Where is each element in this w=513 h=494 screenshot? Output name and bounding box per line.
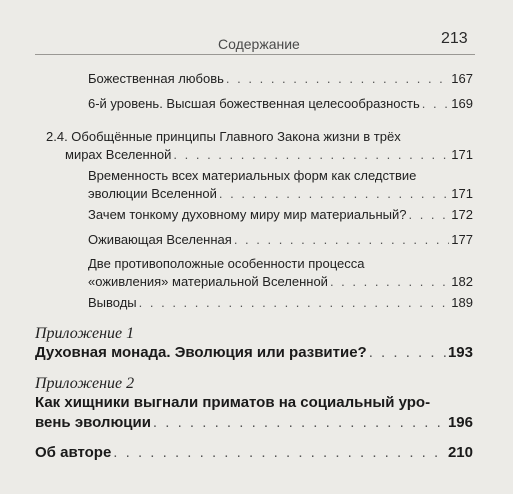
toc-entry-title: Оживающая Вселенная — [88, 232, 232, 247]
appendix-label: Приложение 2 — [35, 375, 135, 392]
toc-entry-title: Об авторе — [35, 444, 112, 461]
toc-entry-page: 172 — [451, 207, 473, 222]
dot-leader — [328, 273, 449, 291]
header-rule — [35, 54, 475, 55]
toc-entry — [88, 70, 473, 88]
toc-entry-title-line2: мирах Вселенной — [65, 147, 172, 162]
toc-entry-title: Выводы — [88, 295, 137, 310]
toc-entry-title-line1: Временность всех материальных форм как следствие — [88, 168, 417, 183]
toc-entry — [88, 206, 473, 224]
toc-entry-page: 193 — [447, 344, 473, 361]
dot-leader — [137, 294, 450, 312]
toc-entry — [88, 231, 473, 249]
toc-entry-title-line2: вень эволюции — [35, 414, 151, 431]
toc-entry — [88, 167, 473, 203]
running-header-title: Содержание — [218, 36, 300, 52]
dot-leader — [217, 185, 449, 203]
dot-leader — [420, 95, 450, 113]
toc-entry-title-line1: Две противоположные особенности процесса — [88, 256, 365, 271]
toc-entry-title: 6-й уровень. Высшая божественная целесообразность — [88, 96, 420, 111]
toc-entry-page: 189 — [451, 295, 473, 310]
toc-entry-page: 167 — [451, 71, 473, 86]
toc-entry-title-line1: Как хищники выгнали приматов на социальный уро- — [35, 394, 431, 411]
toc-entry-page: 177 — [451, 232, 473, 247]
toc-about-entry — [35, 443, 473, 463]
toc-entry-page: 171 — [451, 186, 473, 201]
dot-leader — [111, 443, 446, 463]
toc-entry-title-line2: «оживления» материальной Вселенной — [88, 274, 328, 289]
dot-leader — [367, 343, 446, 363]
toc-section-entry — [46, 128, 473, 164]
toc-entry-title: Божественная любовь — [88, 71, 224, 86]
appendix-label: Приложение 1 — [35, 325, 135, 342]
toc-entry — [88, 294, 473, 312]
dot-leader — [406, 206, 449, 224]
toc-entry-title-line2: эволюции Вселенной — [88, 186, 217, 201]
toc-entry-title-line1: 2.4. Обобщённые принципы Главного Закона жизни в трёх — [46, 129, 401, 144]
dot-leader — [224, 70, 449, 88]
page-number: 213 — [441, 30, 468, 47]
dot-leader — [232, 231, 449, 249]
toc-entry-page: 171 — [451, 147, 473, 162]
toc-entry-title: Зачем тонкому духовному миру мир материальный? — [88, 207, 407, 222]
toc-entry-page: 182 — [451, 274, 473, 289]
toc-appendix-entry — [35, 343, 473, 363]
toc-entry-page: 210 — [447, 444, 473, 461]
toc-entry-title: Духовная монада. Эволюция или развитие? — [35, 344, 367, 361]
toc-appendix-entry — [35, 393, 473, 433]
toc-entry — [88, 95, 473, 113]
dot-leader — [171, 146, 449, 164]
toc-entry-page: 169 — [451, 96, 473, 111]
toc-entry-page: 196 — [447, 414, 473, 431]
toc-entry — [88, 255, 473, 291]
dot-leader — [151, 413, 446, 433]
